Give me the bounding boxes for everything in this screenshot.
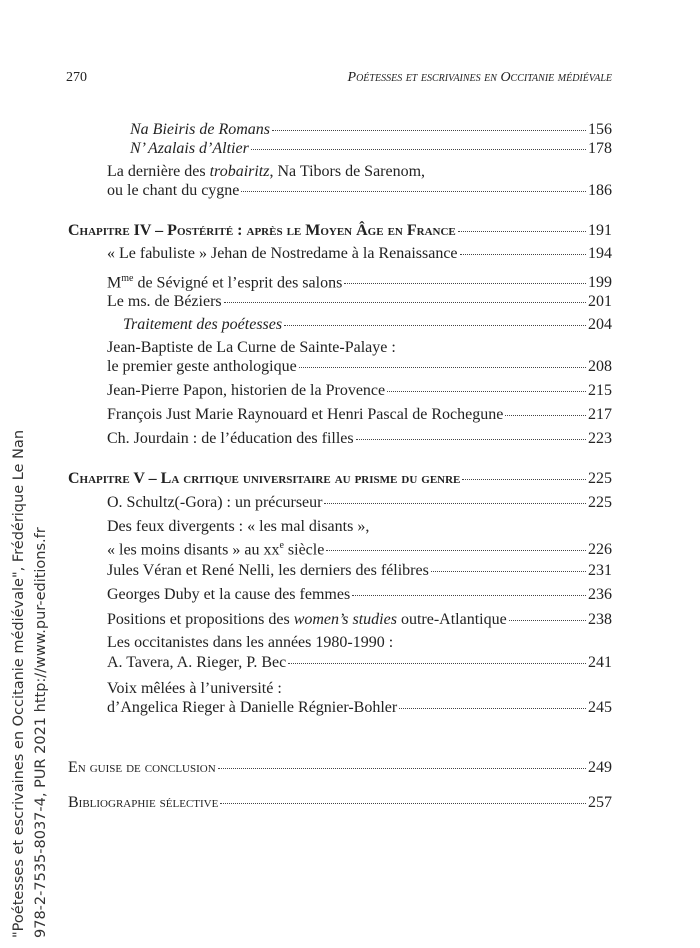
- watermark-line2: 978-2-7535-8037-4, PUR 2021 http://www.pur-editions.fr: [33, 527, 49, 938]
- toc-entry: Traitement des poétesses 204: [123, 316, 612, 333]
- toc-entry: Positions et propositions des women’s studies outre-Atlantique 238: [107, 611, 612, 628]
- toc-entry-line1: La dernière des trobairitz, Na Tibors de Sarenom,: [107, 163, 426, 180]
- toc-entry: « Le fabuliste » Jehan de Nostredame à la Renaissance 194: [107, 245, 612, 262]
- chapter-entry: Chapitre V – La critique universitaire au prisme du genre 225: [68, 470, 612, 487]
- chapter-entry: Chapitre IV – Postérité : après le Moyen Âge en France 191: [68, 222, 612, 239]
- toc-entry: Na Bieiris de Romans 156: [130, 121, 612, 138]
- toc-entry: Georges Duby et la cause des femmes 236: [107, 586, 612, 603]
- watermark-line1: "Poétesses et escrivaines en Occitanie médiévale", Frédérique Le Nan: [11, 429, 27, 938]
- toc-entry: Ch. Jourdain : de l’éducation des filles 223: [107, 430, 612, 447]
- toc-entry: A. Tavera, A. Rieger, P. Bec 241: [107, 654, 612, 671]
- toc-entry: François Just Marie Raynouard et Henri Pascal de Rochegune 217: [107, 406, 612, 423]
- toc-entry: O. Schultz(-Gora) : un précurseur 225: [107, 494, 612, 511]
- watermark: [8, 430, 52, 938]
- bibliography-entry: Bibliographie sélective 257: [68, 794, 612, 811]
- toc-entry: le premier geste anthologique 208: [107, 358, 612, 375]
- running-title: Poétesses et escrivaines en Occitanie médiévale: [347, 70, 612, 85]
- toc-entry-line1: Jean-Baptiste de La Curne de Sainte-Palaye :: [107, 339, 396, 356]
- toc-entry-line1: Les occitanistes dans les années 1980-1990 :: [107, 634, 394, 651]
- toc-entry-line1: Des feux divergents : « les mal disants »,: [107, 518, 370, 535]
- toc-entry: N’ Azalais d’Altier 178: [130, 140, 612, 157]
- toc-entry: $M^{me}$ de Sévigné et l’esprit des salons 199: [107, 273, 612, 292]
- page-number: 270: [66, 70, 87, 85]
- toc-entry-line1: Voix mêlées à l’université :: [107, 680, 282, 697]
- toc-entry: d’Angelica Rieger à Danielle Régnier-Bohler 245: [107, 699, 612, 716]
- toc-entry: Jean-Pierre Papon, historien de la Provence 215: [107, 382, 612, 399]
- toc-entry: ou le chant du cygne 186: [107, 182, 612, 199]
- toc-entry: Le ms. de Béziers 201: [107, 293, 612, 310]
- conclusion-entry: En guise de conclusion 249: [68, 759, 612, 776]
- toc-entry: Jules Véran et René Nelli, les derniers des félibres 231: [107, 562, 612, 579]
- toc-entry: « les moins disants » au $xx^e$ siècle 226: [107, 540, 612, 559]
